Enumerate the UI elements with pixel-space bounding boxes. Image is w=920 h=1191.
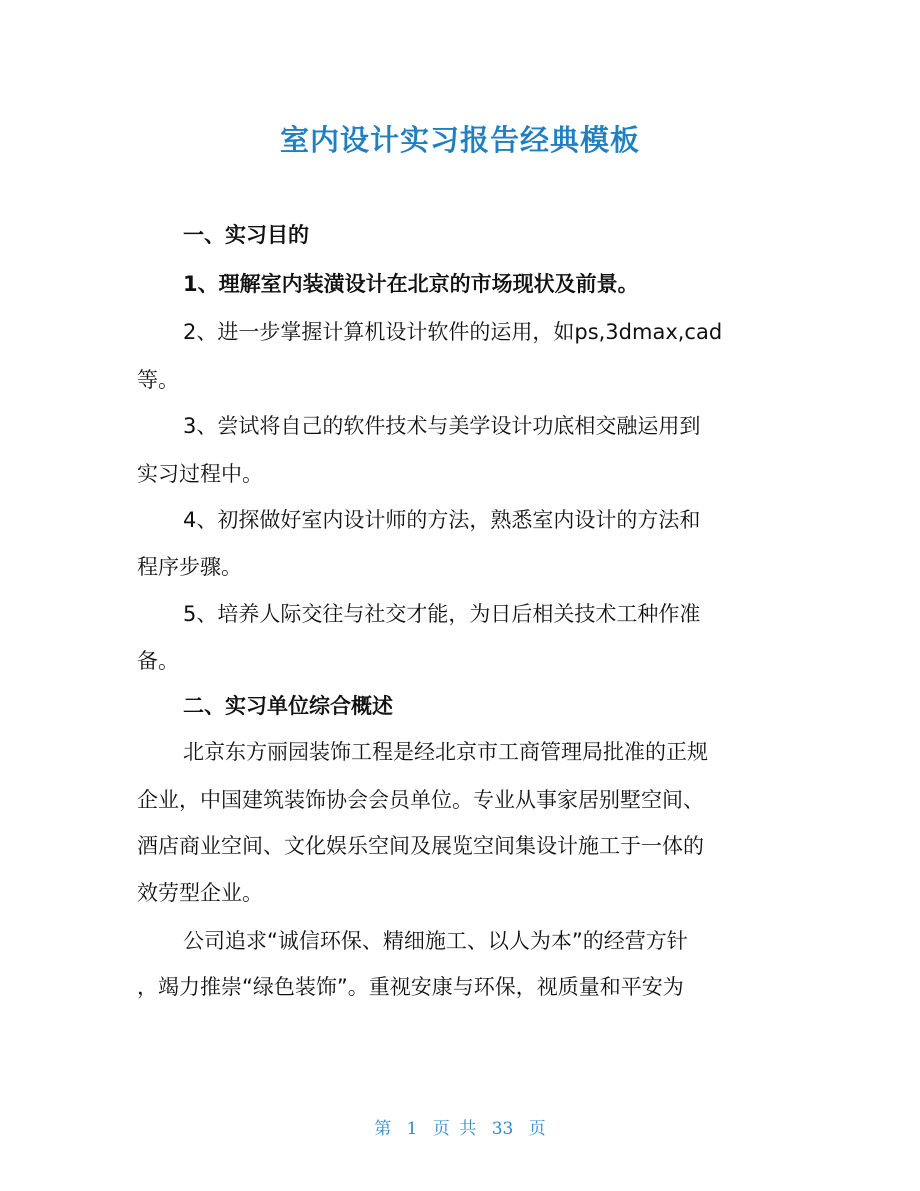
footer-prefix: 第 (374, 1119, 392, 1139)
paragraph-line: 酒店商业空间、文化娱乐空间及展览空间集设计施工于一体的 (137, 834, 704, 858)
document-title: 室内设计实习报告经典模板 (279, 123, 640, 157)
paragraph-line: 3、尝试将自己的软件技术与美学设计功底相交融运用到 (183, 414, 701, 438)
section-heading-1: 一、实习目的 (183, 223, 309, 247)
footer-page-number: 1 (406, 1119, 418, 1139)
footer-suffix: 页 (528, 1119, 546, 1139)
paragraph-line: 效劳型企业。 (137, 881, 263, 905)
section-heading-2: 二、实习单位综合概述 (183, 694, 393, 718)
paragraph-line: 2、进一步掌握计算机设计软件的运用，如ps,3dmax,cad (183, 320, 723, 344)
paragraph-line: 公司追求“诚信环保、精细施工、以人为本”的经营方针 (183, 929, 688, 953)
page-footer (0, 1114, 920, 1139)
footer-total-pages: 33 (491, 1119, 514, 1139)
paragraph-line: 等。 (137, 368, 179, 392)
paragraph-line: ，竭力推崇“绿色装饰”。重视安康与环保，视质量和平安为 (137, 975, 684, 999)
paragraph-line: 5、培养人际交往与社交才能，为日后相关技术工种作准 (183, 602, 701, 626)
paragraph-line: 实习过程中。 (137, 462, 263, 486)
paragraph-line: 备。 (137, 649, 179, 673)
paragraph-line: 4、初探做好室内设计师的方法，熟悉室内设计的方法和 (183, 508, 701, 532)
paragraph-line: 北京东方丽园装饰工程是经北京市工商管理局批准的正规 (183, 740, 708, 764)
paragraph-line: 程序步骤。 (137, 555, 242, 579)
footer-middle: 页 共 (432, 1119, 477, 1139)
paragraph-line: 企业，中国建筑装饰协会会员单位。专业从事家居别墅空间、 (137, 788, 704, 812)
paragraph-line: 1、理解室内装潢设计在北京的市场现状及前景。 (183, 272, 639, 296)
